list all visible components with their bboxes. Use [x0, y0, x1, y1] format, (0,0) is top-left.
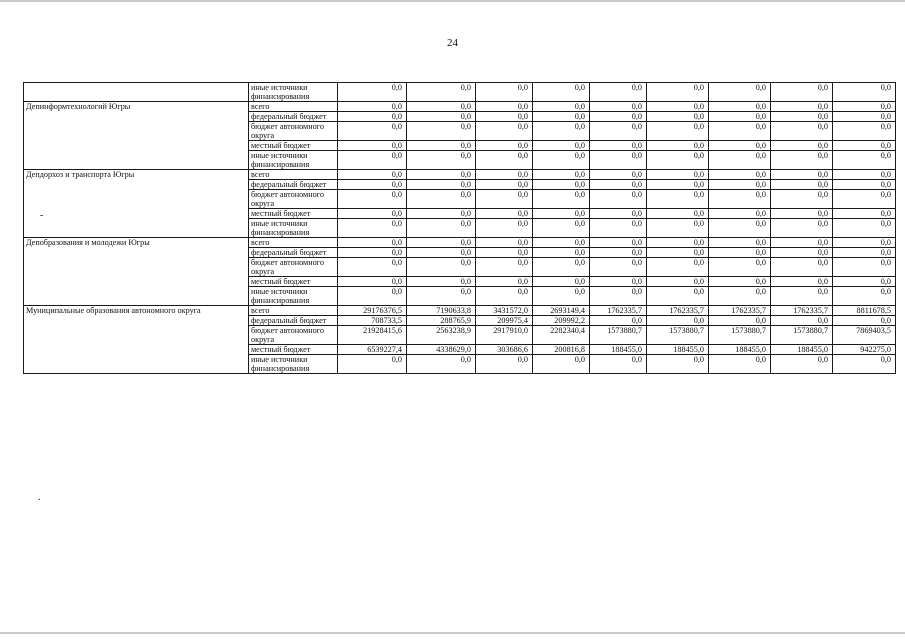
amount-cell: 0,0 [771, 258, 833, 277]
amount-cell: 188455,0 [590, 345, 647, 355]
amount-cell: 0,0 [407, 180, 476, 190]
funding-source-cell: федеральный бюджет [249, 112, 338, 122]
amount-cell: 188455,0 [771, 345, 833, 355]
amount-cell: 0,0 [833, 238, 896, 248]
amount-cell: 0,0 [833, 170, 896, 180]
amount-cell: 0,0 [533, 102, 590, 112]
amount-cell: 0,0 [647, 190, 709, 209]
amount-cell: 0,0 [476, 141, 533, 151]
amount-cell: 2282340,4 [533, 326, 590, 345]
amount-cell: 0,0 [338, 355, 407, 374]
amount-cell: 0,0 [338, 248, 407, 258]
amount-cell: 0,0 [476, 112, 533, 122]
amount-cell: 0,0 [833, 219, 896, 238]
amount-cell: 0,0 [771, 209, 833, 219]
amount-cell: 0,0 [833, 151, 896, 170]
amount-cell: 0,0 [338, 180, 407, 190]
funding-source-cell: бюджет автономного округа [249, 122, 338, 141]
amount-cell: 0,0 [407, 277, 476, 287]
amount-cell: 2693149,4 [533, 306, 590, 316]
amount-cell: 1573880,7 [590, 326, 647, 345]
amount-cell: 0,0 [833, 112, 896, 122]
amount-cell: 0,0 [709, 151, 771, 170]
amount-cell: 0,0 [407, 190, 476, 209]
amount-cell: 0,0 [338, 287, 407, 306]
amount-cell: 0,0 [590, 151, 647, 170]
funding-source-cell: всего [249, 238, 338, 248]
org-name-cell: Депинформтехнологий Югры [24, 102, 249, 170]
table-row [24, 238, 896, 248]
amount-cell: 0,0 [709, 180, 771, 190]
amount-cell: 0,0 [338, 219, 407, 238]
amount-cell: 0,0 [338, 277, 407, 287]
amount-cell: 0,0 [476, 355, 533, 374]
top-edge-line [0, 0, 905, 2]
amount-cell: 0,0 [647, 258, 709, 277]
funding-source-cell: местный бюджет [249, 209, 338, 219]
amount-cell: 0,0 [833, 316, 896, 326]
amount-cell: 200816,8 [533, 345, 590, 355]
amount-cell: 0,0 [338, 83, 407, 102]
amount-cell: 0,0 [647, 83, 709, 102]
amount-cell: 0,0 [476, 209, 533, 219]
page-number: 24 [447, 37, 458, 49]
amount-cell: 0,0 [709, 170, 771, 180]
amount-cell: 0,0 [833, 180, 896, 190]
amount-cell: 0,0 [590, 170, 647, 180]
amount-cell: 0,0 [590, 277, 647, 287]
amount-cell: 0,0 [771, 102, 833, 112]
amount-cell: 0,0 [590, 141, 647, 151]
amount-cell: 0,0 [590, 355, 647, 374]
amount-cell: 0,0 [338, 141, 407, 151]
amount-cell: 0,0 [771, 190, 833, 209]
amount-cell: 303686,6 [476, 345, 533, 355]
amount-cell: 0,0 [476, 248, 533, 258]
amount-cell: 0,0 [709, 190, 771, 209]
amount-cell: 0,0 [709, 112, 771, 122]
amount-cell: 1573880,7 [647, 326, 709, 345]
amount-cell: 1573880,7 [709, 326, 771, 345]
amount-cell: 0,0 [533, 219, 590, 238]
amount-cell: 0,0 [833, 83, 896, 102]
funding-source-cell: иные источники финансирования [249, 219, 338, 238]
funding-source-cell: всего [249, 102, 338, 112]
amount-cell: 0,0 [709, 219, 771, 238]
amount-cell: 209992,2 [533, 316, 590, 326]
amount-cell: 0,0 [590, 112, 647, 122]
table-row [24, 170, 896, 180]
funding-source-cell: иные источники финансирования [249, 355, 338, 374]
amount-cell: 0,0 [533, 355, 590, 374]
amount-cell: 0,0 [476, 258, 533, 277]
amount-cell: 0,0 [709, 277, 771, 287]
amount-cell: 0,0 [647, 355, 709, 374]
amount-cell: 0,0 [338, 151, 407, 170]
amount-cell: 2563238,9 [407, 326, 476, 345]
budget-table [23, 82, 896, 374]
amount-cell: 0,0 [590, 102, 647, 112]
amount-cell: 0,0 [771, 112, 833, 122]
amount-cell: 0,0 [590, 248, 647, 258]
org-name-cell: Муниципальные образования автономного округа [24, 306, 249, 374]
amount-cell: 0,0 [338, 122, 407, 141]
amount-cell: 0,0 [533, 258, 590, 277]
amount-cell: 0,0 [407, 170, 476, 180]
amount-cell: 8811678,5 [833, 306, 896, 316]
amount-cell: 29176376,5 [338, 306, 407, 316]
amount-cell: 7869403,5 [833, 326, 896, 345]
amount-cell: 0,0 [590, 180, 647, 190]
funding-source-cell: местный бюджет [249, 277, 338, 287]
amount-cell: 0,0 [709, 238, 771, 248]
amount-cell: 188455,0 [647, 345, 709, 355]
amount-cell: 21928415,6 [338, 326, 407, 345]
amount-cell: 1762335,7 [590, 306, 647, 316]
amount-cell: 942275,0 [833, 345, 896, 355]
amount-cell: 0,0 [709, 83, 771, 102]
amount-cell: 0,0 [533, 209, 590, 219]
amount-cell: 0,0 [833, 248, 896, 258]
amount-cell: 1573880,7 [771, 326, 833, 345]
amount-cell: 0,0 [647, 151, 709, 170]
amount-cell: 0,0 [771, 122, 833, 141]
amount-cell: 4338629,0 [407, 345, 476, 355]
amount-cell: 0,0 [833, 122, 896, 141]
amount-cell: 0,0 [647, 112, 709, 122]
funding-source-cell: федеральный бюджет [249, 180, 338, 190]
amount-cell: 0,0 [533, 170, 590, 180]
amount-cell: 0,0 [338, 209, 407, 219]
amount-cell: 0,0 [771, 219, 833, 238]
amount-cell: 2917910,0 [476, 326, 533, 345]
amount-cell: 0,0 [833, 141, 896, 151]
amount-cell: 0,0 [647, 180, 709, 190]
budget-table-body [24, 83, 896, 374]
amount-cell: 0,0 [533, 141, 590, 151]
amount-cell: 0,0 [709, 102, 771, 112]
amount-cell: 0,0 [533, 277, 590, 287]
funding-source-cell: федеральный бюджет [249, 248, 338, 258]
amount-cell: 0,0 [533, 122, 590, 141]
amount-cell: 0,0 [590, 122, 647, 141]
amount-cell: 0,0 [647, 209, 709, 219]
amount-cell: 0,0 [647, 316, 709, 326]
amount-cell: 0,0 [833, 355, 896, 374]
amount-cell: 0,0 [476, 190, 533, 209]
amount-cell: 0,0 [476, 83, 533, 102]
amount-cell: 0,0 [833, 102, 896, 112]
amount-cell: 0,0 [407, 112, 476, 122]
amount-cell: 0,0 [590, 190, 647, 209]
amount-cell: 0,0 [771, 170, 833, 180]
amount-cell: 0,0 [407, 355, 476, 374]
amount-cell: 0,0 [833, 287, 896, 306]
amount-cell: 0,0 [407, 248, 476, 258]
amount-cell: 0,0 [476, 219, 533, 238]
amount-cell: 0,0 [647, 248, 709, 258]
amount-cell: 0,0 [647, 287, 709, 306]
stray-mark: . [38, 492, 41, 503]
amount-cell: 0,0 [709, 258, 771, 277]
amount-cell: 0,0 [647, 170, 709, 180]
amount-cell: 0,0 [533, 190, 590, 209]
amount-cell: 0,0 [709, 316, 771, 326]
amount-cell: 0,0 [771, 151, 833, 170]
amount-cell: 0,0 [407, 141, 476, 151]
amount-cell: 0,0 [833, 209, 896, 219]
amount-cell: 0,0 [709, 248, 771, 258]
amount-cell: 0,0 [771, 238, 833, 248]
amount-cell: 0,0 [407, 219, 476, 238]
funding-source-cell: всего [249, 306, 338, 316]
amount-cell: 0,0 [709, 287, 771, 306]
amount-cell: 0,0 [476, 238, 533, 248]
funding-source-cell: федеральный бюджет [249, 316, 338, 326]
amount-cell: 0,0 [709, 122, 771, 141]
amount-cell: 0,0 [771, 248, 833, 258]
funding-source-cell: бюджет автономного округа [249, 326, 338, 345]
amount-cell: 0,0 [407, 209, 476, 219]
amount-cell: 0,0 [833, 190, 896, 209]
stray-mark: - [40, 210, 44, 221]
amount-cell: 0,0 [771, 277, 833, 287]
amount-cell: 0,0 [771, 141, 833, 151]
amount-cell: 0,0 [476, 151, 533, 170]
amount-cell: 0,0 [533, 248, 590, 258]
amount-cell: 0,0 [647, 277, 709, 287]
amount-cell: 6539227,4 [338, 345, 407, 355]
amount-cell: 0,0 [647, 122, 709, 141]
amount-cell: 0,0 [533, 180, 590, 190]
funding-source-cell: всего [249, 170, 338, 180]
amount-cell: 0,0 [771, 83, 833, 102]
funding-source-cell: иные источники финансирования [249, 287, 338, 306]
amount-cell: 0,0 [407, 287, 476, 306]
funding-source-cell: местный бюджет [249, 141, 338, 151]
amount-cell: 0,0 [476, 180, 533, 190]
amount-cell: 0,0 [709, 209, 771, 219]
amount-cell: 0,0 [338, 258, 407, 277]
amount-cell: 0,0 [590, 258, 647, 277]
amount-cell: 0,0 [771, 355, 833, 374]
amount-cell: 0,0 [590, 287, 647, 306]
funding-source-cell: бюджет автономного округа [249, 190, 338, 209]
amount-cell: 0,0 [833, 277, 896, 287]
amount-cell: 0,0 [476, 170, 533, 180]
amount-cell: 0,0 [338, 102, 407, 112]
amount-cell: 0,0 [533, 112, 590, 122]
amount-cell: 0,0 [338, 112, 407, 122]
amount-cell: 0,0 [647, 141, 709, 151]
amount-cell: 0,0 [476, 277, 533, 287]
amount-cell: 0,0 [771, 287, 833, 306]
amount-cell: 0,0 [338, 190, 407, 209]
table-row [24, 83, 896, 102]
amount-cell: 1762335,7 [709, 306, 771, 316]
amount-cell: 0,0 [407, 83, 476, 102]
amount-cell: 0,0 [833, 258, 896, 277]
amount-cell: 708733,5 [338, 316, 407, 326]
amount-cell: 188455,0 [709, 345, 771, 355]
amount-cell: 0,0 [771, 316, 833, 326]
amount-cell: 1762335,7 [771, 306, 833, 316]
amount-cell: 0,0 [590, 209, 647, 219]
amount-cell: 0,0 [533, 83, 590, 102]
amount-cell: 0,0 [533, 238, 590, 248]
table-row [24, 102, 896, 112]
org-name-cell [24, 83, 249, 102]
amount-cell: 0,0 [590, 219, 647, 238]
amount-cell: 0,0 [476, 122, 533, 141]
amount-cell: 288765,9 [407, 316, 476, 326]
amount-cell: 0,0 [338, 170, 407, 180]
amount-cell: 0,0 [647, 238, 709, 248]
amount-cell: 0,0 [407, 122, 476, 141]
amount-cell: 0,0 [771, 180, 833, 190]
amount-cell: 0,0 [407, 151, 476, 170]
amount-cell: 0,0 [407, 102, 476, 112]
amount-cell: 0,0 [590, 83, 647, 102]
amount-cell: 0,0 [533, 287, 590, 306]
amount-cell: 7190633,8 [407, 306, 476, 316]
amount-cell: 0,0 [709, 355, 771, 374]
table-row [24, 306, 896, 316]
amount-cell: 0,0 [709, 141, 771, 151]
amount-cell: 0,0 [590, 316, 647, 326]
funding-source-cell: бюджет автономного округа [249, 258, 338, 277]
org-name-cell: Депдорхоз и транспорта Югры [24, 170, 249, 238]
org-name-cell: Депобразования и молодежи Югры [24, 238, 249, 306]
amount-cell: 1762335,7 [647, 306, 709, 316]
amount-cell: 0,0 [590, 238, 647, 248]
amount-cell: 0,0 [647, 219, 709, 238]
funding-source-cell: местный бюджет [249, 345, 338, 355]
funding-source-cell: иные источники финансирования [249, 151, 338, 170]
amount-cell: 209975,4 [476, 316, 533, 326]
funding-source-cell: иные источники финансирования [249, 83, 338, 102]
amount-cell: 0,0 [476, 287, 533, 306]
amount-cell: 0,0 [476, 102, 533, 112]
amount-cell: 3431572,0 [476, 306, 533, 316]
amount-cell: 0,0 [338, 238, 407, 248]
amount-cell: 0,0 [647, 102, 709, 112]
amount-cell: 0,0 [533, 151, 590, 170]
bottom-edge-line [0, 632, 905, 634]
amount-cell: 0,0 [407, 238, 476, 248]
amount-cell: 0,0 [407, 258, 476, 277]
